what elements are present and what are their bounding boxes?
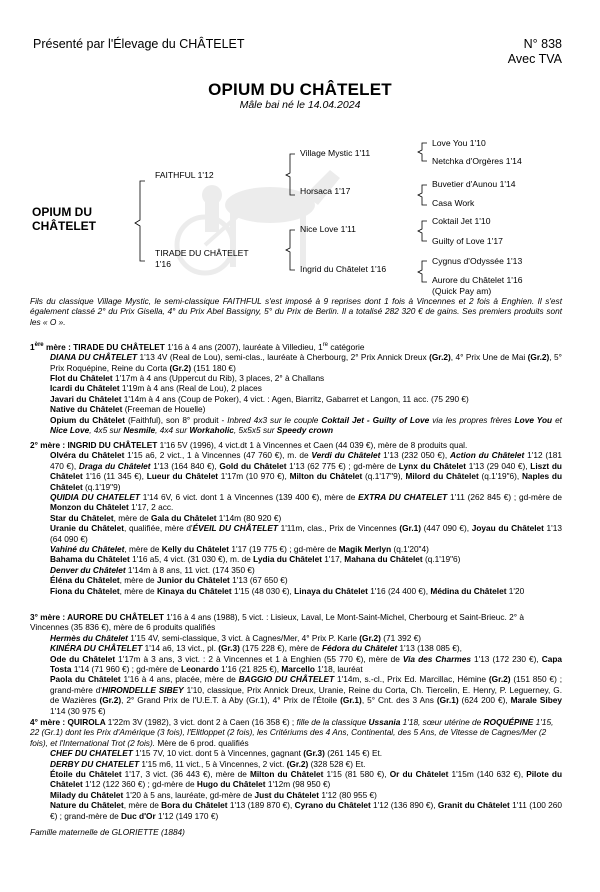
list-item: Éléna du Châtelet, mère de Junior du Châtelet 1'13 (67 650 €) [50,575,288,586]
pedigree-dsd: Guilty of Love 1'17 [432,236,503,246]
list-item: Paola du Châtelet 1'16 à 4 ans, placée, mère de BAGGIO DU CHÂTELET 1'14m, s.-cl., Prix Ed. Marcillac, Hémine (Gr.2) (151 850 €) ; grand-mère d'HIRONDELLE SIBEY 1'10, classique, Prix Annick Dreux, Uranie, Reine du Corta, Ch. Tiercelin, E. Henry, P. Leguerney, G. de Wazières (Gr.2), 2° Grand Prix de l'U.E.T. à Aby (Gr.1), 4° Prix de l'Étoile (Gr.1), 5° Cnt. des 3 Ans (Gr.1) (624 200 €), Marale Sibey 1'14 (30 975 €) [50,674,563,716]
list-item: Olvéra du Châtelet 1'15 a6, 2 vict., 1 à Vincennes (47 760 €), m. de Verdi du Châtelet 1'13 (232 050 €), Action du Châtelet 1'12 (181 470 €), Draga du Châtelet 1'13 (164 840 €), Gold du Châtelet 1'13 (62 775 €) ; gd-mère de Lynx du Châtelet 1'13 (29 040 €), Liszt du Châtelet 1'16 (11 345 €), Lueur du Châtelet 1'17m (10 970 €), Milton du Châtelet (q.1'17"9), Milord du Châtelet (q.1'19"6), Naples du Châtelet (q.1'19"9) [50,450,563,492]
list-item: Fiona du Châtelet, mère de Kinaya du Châtelet 1'15 (48 030 €), Linaya du Châtelet 1'16 (24 400 €), Médina du Châtelet 1'20 [50,585,525,596]
pedigree-dss: Coktail Jet 1'10 [432,216,491,226]
pedigree-ssd: Netchka d'Orgères 1'14 [432,156,522,166]
list-item: Bahama du Châtelet 1'16 a5, 4 vict. (31 030 €), m. de Lydia du Châtelet 1'17, Mahana du Châtelet (q.1'19"6) [50,554,461,565]
list-item: Vahiné du Châtelet, mère de Kelly du Châtelet 1'17 (19 775 €) ; gd-mère de Magik Merlyn (q.1'20"4) [50,544,429,555]
first-dam-section [30,340,562,435]
list-item: Javari du Châtelet 1'14m à 4 ans (Coup de Poker), 4 vict. : Agen, Biarritz, Gabarret et Langon, 11 acc. (75 290 €) [50,393,469,404]
pedigree-sds: Buvetier d'Aunou 1'14 [432,179,516,189]
maternal-family: Famille maternelle de GLORIETTE (1884) [30,827,185,837]
list-item: Nature du Châtelet, mère de Bora du Châtelet 1'13 (189 870 €), Cyrano du Châtelet 1'12 (136 890 €), Granit du Châtelet 1'11 (100 260 €) ; grand-mère de Duc d'Or 1'12 (149 170 €) [50,800,562,821]
pedigree-sire: FAITHFUL 1'12 [155,170,214,180]
pedigree-chart [0,135,600,296]
pedigree-sss: Love You 1'10 [432,138,486,148]
fourth-dam-section [30,717,562,821]
section-heading: 2° mère : INGRID DU CHÂTELET 1'16 5V (1996), 4 vict.dt 1 à Vincennes et Caen (44 039 €), mère de 8 produits qual. [30,440,468,450]
list-item: Icardi du Châtelet 1'19m à 4 ans (Real de Lou), 2 places [50,383,262,394]
list-item: Native du Châtelet (Freeman de Houelle) [50,404,206,415]
list-item: Opium du Châtelet (Faithful), son 8° produit - Inbred 4x3 sur le couple Coktail Jet - Guilty of Love via les propres frères Love You et Nice Love, 4x5 sur Nesmile, 4x4 sur Workaholic, 5x5x5 sur Speedy crown [50,414,562,436]
pedigree-dds: Cygnus d'Odyssée 1'13 [432,256,523,266]
horse-subtitle: Mâle bai né le 14.04.2024 [239,99,361,111]
list-item: CHEF DU CHATELET 1'15 7V, 10 vict. dont 5 à Vincennes, gagnant (Gr.3) (261 145 €) Et. [50,748,383,759]
list-item: DIANA DU CHÂTELET 1'13 4V (Real de Lou), semi-clas., lauréate à Cherbourg, 2° Prix Annick Dreux (Gr.2), 4° Prix Une de Mai (Gr.2), 5° Prix Roquépine, Reine du Corta (Gr.2) (151 180 €) [50,352,562,373]
third-dam-section [30,612,562,716]
pedigree-dam-dam: Ingrid du Châtelet 1'16 [300,264,387,274]
list-item: Ode du Châtelet 1'17m à 3 ans, 3 vict. : 2 à Vincennes et 1 à Enghien (55 770 €), mère de Via des Charmes 1'13 (172 230 €), Capa Tosta 1'14 (71 960 €) ; gd-mère de Leonardo 1'16 (21 825 €), Marcello 1'18, lauréat [50,653,563,675]
pedigree-dam-sire: Nice Love 1'11 [300,224,356,234]
list-item: Milady du Châtelet 1'20 à 5 ans, lauréate, gd-mère de Just du Châtelet 1'12 (80 955 €) [50,789,377,800]
list-item: DERBY DU CHATELET 1'15 m6, 11 vict., 5 à Vincennes, 2 vict. (Gr.2) (328 528 €) Et. [50,758,366,769]
section-heading: 3° mère : AURORE DU CHÂTELET 1'16 à 4 ans (1988), 5 vict. : Lisieux, Laval, Le Mont-Saint-Michel, Cherbourg et Saint-Brieuc. 2° à Vincennes (35 836 €), mère de 6 produits qualifiés [30,612,524,633]
pedigree-ddd: Aurore du Châtelet 1'16 (Quick Pay am) [432,275,523,296]
section-heading: 1ère mère : TIRADE DU CHÂTELET 1'16 à 4 ans (2007), lauréate à Villedieu, 1re catégorie [30,341,365,352]
section-heading: 4° mère : QUIROLA 1'22m 3V (1982), 3 vict. dont 2 à Caen (16 358 €) ; fille de la classique Ussania 1'18, sœur utérine de ROQUÉPINE 1'15, 22 (Gr.1) dont les Prix d'Amérique (3 fois), l'Elitloppet (2 fois), les Critériums des 4 Ans, Continental, des 5 Ans, de Vitesse de Cagnes/Mer (2 fois), et l'International Trot (2 fois). Mère de 6 prod. qualifiés [30,717,554,748]
lot-number: N° 838 [523,37,562,51]
list-item: Étoile du Châtelet 1'17, 3 vict. (36 443 €), mère de Milton du Châtelet 1'15 (81 580 €), Or du Châtelet 1'15m (140 632 €), Pilote du Châtelet 1'12 (122 360 €) ; gd-mère de Hugo du Châtelet 1'12m (98 950 €) [50,769,563,790]
second-dam-section [30,440,562,596]
list-item: Uranie du Châtelet, qualifiée, mère d'ÉVEIL DU CHÂTELET 1'11m, clas., Prix de Vincennes (Gr.1) (447 090 €), Joyau du Châtelet 1'13 (64 090 €) [50,523,562,544]
pedigree-dam: TIRADE DU CHÂTELET 1'16 [155,248,249,269]
list-item: Hermès du Châtelet 1'15 4V, semi-classique, 3 vict. à Cagnes/Mer, 4° Prix P. Karle (Gr.2) (71 392 €) [50,632,422,643]
pedigree-sire-dam: Horsaca 1'17 [300,186,351,196]
vat-status: Avec TVA [507,52,562,66]
list-item: Flot du Châtelet 1'17m à 4 ans (Uppercut du Rib), 3 places, 2° à Challans [50,372,325,383]
lot-info [508,37,562,67]
pedigree-sdd: Casa Work [432,198,475,208]
pedigree-horse-name: OPIUM DU CHÂTELET [32,205,96,233]
presenter: Présenté par l'Élevage du CHÂTELET [33,37,245,51]
page-title: OPIUM DU CHÂTELET [208,80,392,99]
sire-description: Fils du classique Village Mystic, le semi-classique FAITHFUL s'est imposé à 9 reprises dont 1 fois à Vincennes et 2 fois à Enghien. Il s'est également classé 2° du Prix Gisella, 4° du Prix Abel Bassigny, 5° du Prix de Berlin. Il a totalisé 282 320 € de gains. Ses premiers produits sont les « O ». [30,296,562,327]
list-item: QUIDIA DU CHATELET 1'14 6V, 6 vict. dont 1 à Vincennes (139 400 €), mère de EXTRA DU CHATELET 1'11 (262 845 €) ; gd-mère de Monzon du Châtelet 1'17, 2 acc. [50,492,562,513]
list-item: KINÉRA DU CHÂTELET 1'14 a6, 13 vict., pl. (Gr.3) (175 228 €), mère de Fédora du Châtelet 1'13 (138 085 €), [50,643,462,654]
list-item: Star du Châtelet, mère de Gala du Châtelet 1'14m (80 920 €) [50,512,282,523]
list-item: Denver du Châtelet 1'14m à 8 ans, 11 vict. (174 350 €) [50,564,255,575]
pedigree-sire-sire: Village Mystic 1'11 [300,148,371,158]
